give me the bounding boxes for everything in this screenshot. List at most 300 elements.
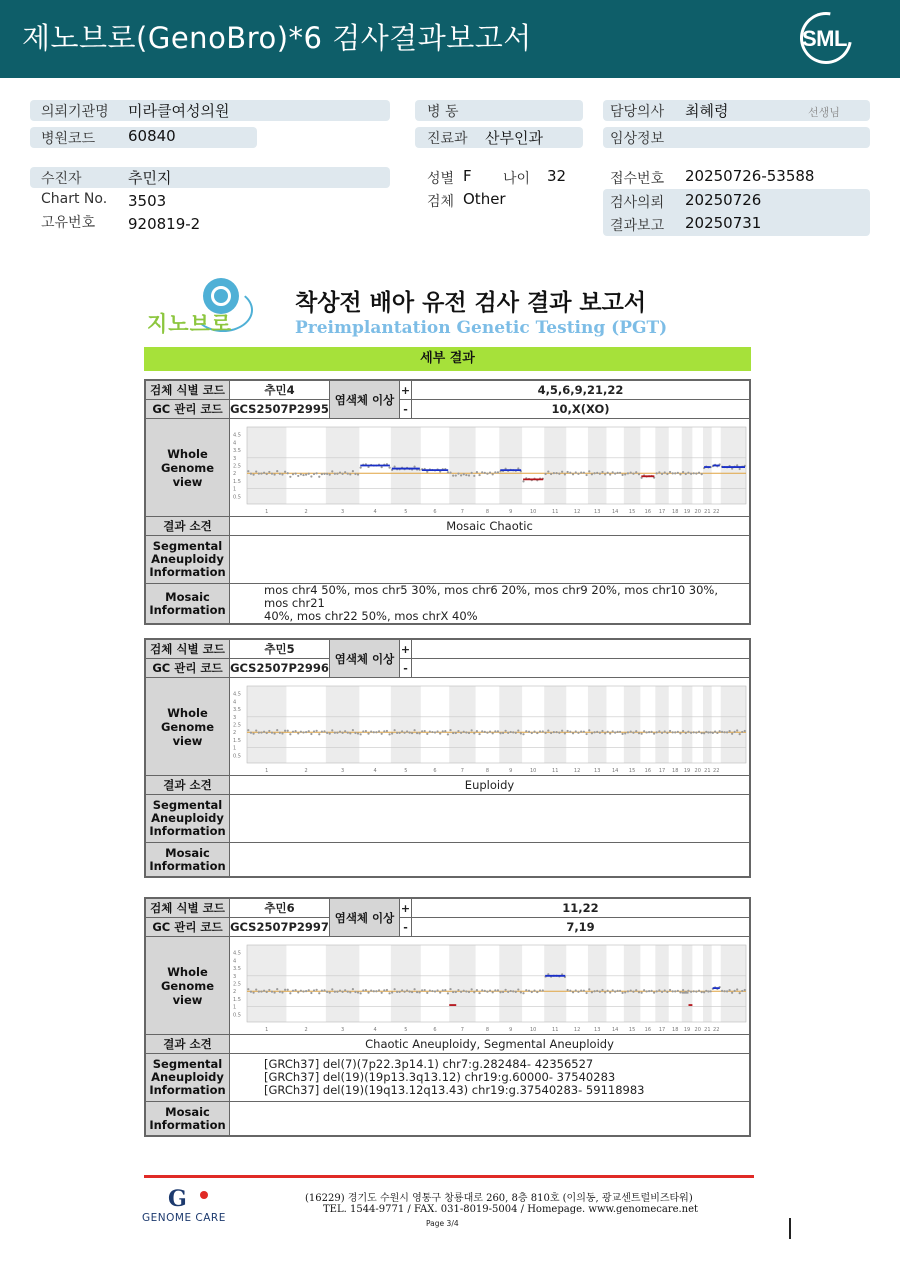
copy-number-point <box>669 988 671 990</box>
x-tick-label: 22 <box>713 1026 720 1033</box>
copy-number-point <box>434 731 436 733</box>
copy-number-point <box>431 989 433 991</box>
copy-number-point <box>426 991 428 993</box>
copy-number-point <box>388 992 390 994</box>
copy-number-point <box>599 731 601 733</box>
copy-number-point <box>528 730 530 732</box>
copy-number-point <box>336 731 338 733</box>
chromosome-band <box>721 686 746 763</box>
genome-care-logo-dot-icon <box>200 1191 208 1199</box>
copy-number-point <box>515 731 517 733</box>
chromosome-band <box>544 686 566 763</box>
copy-number-point <box>679 991 681 993</box>
x-tick-label: 1 <box>265 1026 269 1033</box>
copy-number-point <box>339 471 341 473</box>
copy-number-point <box>572 473 574 475</box>
x-tick-label: 7 <box>460 1026 464 1033</box>
copy-number-point <box>653 991 655 993</box>
copy-number-point <box>310 991 312 993</box>
copy-number-point <box>664 471 666 473</box>
chromosome-band <box>655 427 668 504</box>
x-tick-label: 8 <box>485 508 490 515</box>
copy-number-point <box>455 731 457 733</box>
copy-number-point <box>383 989 385 991</box>
genome-view-label-line: Whole <box>167 964 208 979</box>
copy-number-point <box>250 472 252 474</box>
x-tick-label: 2 <box>304 1026 308 1033</box>
karyotype-label: 염색체 이상 <box>330 640 400 678</box>
copy-number-point <box>656 731 658 733</box>
copy-number-point <box>499 991 501 993</box>
copy-number-point <box>365 988 367 990</box>
segmental-label-line: Segmental <box>152 798 223 812</box>
copy-number-point <box>583 730 585 732</box>
y-tick-label: 1 <box>233 486 237 493</box>
copy-number-point <box>394 465 396 467</box>
copy-number-point <box>289 992 291 994</box>
copy-number-point <box>580 989 582 991</box>
sample-id-label: 검체 식별 코드 <box>146 381 230 400</box>
y-tick-label: 2 <box>233 988 237 995</box>
segmental-label-line: Aneuploidy <box>151 1070 224 1084</box>
genome-chart <box>230 679 751 775</box>
copy-number-point <box>591 473 593 475</box>
copy-number-point <box>295 988 297 990</box>
copy-number-point <box>460 474 462 476</box>
copy-number-point <box>550 472 552 474</box>
copy-number-point <box>321 473 323 475</box>
copy-number-point <box>669 729 671 731</box>
copy-number-point <box>455 990 457 992</box>
copy-number-point <box>336 990 338 992</box>
gc-code-label: GC 관리 코드 <box>146 400 230 419</box>
copy-number-point <box>512 990 514 992</box>
copy-number-point <box>687 989 689 991</box>
gc-code-value: GCS2507P2995 <box>230 400 330 419</box>
hospital-code-value: 60840 <box>128 127 176 145</box>
segmental-info <box>230 795 750 843</box>
copy-number-point <box>601 729 603 731</box>
copy-number-point <box>672 990 674 992</box>
copy-number-point <box>648 989 650 991</box>
copy-number-point <box>698 989 700 991</box>
copy-number-point <box>381 732 383 734</box>
footer-divider <box>144 1175 754 1178</box>
request-date-value: 20250726 <box>685 191 762 209</box>
x-tick-label: 4 <box>373 1026 377 1033</box>
copy-number-point <box>731 991 733 993</box>
copy-number-point <box>621 473 623 475</box>
genome-view-label-line: Whole <box>167 705 208 720</box>
copy-number-point <box>276 729 278 731</box>
report-date-value: 20250731 <box>685 214 762 232</box>
copy-number-point <box>695 990 697 992</box>
copy-number-point <box>273 991 275 993</box>
segmental-label-line: Aneuploidy <box>151 811 224 825</box>
gain-chromosomes <box>412 640 750 659</box>
copy-number-point <box>705 989 707 991</box>
karyotype-label: 염색체 이상 <box>330 381 400 419</box>
copy-number-point <box>558 731 560 733</box>
x-tick-label: 12 <box>573 767 581 774</box>
copy-number-point <box>536 731 538 733</box>
x-tick-label: 2 <box>304 508 308 515</box>
patient-name-value: 추민지 <box>128 169 172 187</box>
sex-value: F <box>463 167 472 185</box>
copy-number-point <box>476 730 478 732</box>
copy-number-point <box>365 729 367 731</box>
segmental-label-line: Information <box>149 1083 226 1097</box>
copy-number-point <box>344 471 346 473</box>
loss-chromosomes: 7,19 <box>412 918 750 937</box>
age-label: 나이 <box>503 171 531 187</box>
chromosome-band <box>544 427 566 504</box>
genome-view-label-line: Genome <box>160 978 215 993</box>
copy-number-point <box>349 732 351 734</box>
x-tick-label: 18 <box>672 767 679 774</box>
copy-number-point <box>292 473 294 475</box>
copy-number-point <box>339 730 341 732</box>
department-label: 진료과 <box>427 131 468 147</box>
copy-number-point <box>698 471 700 473</box>
copy-number-point <box>375 990 377 992</box>
copy-number-point <box>569 730 571 732</box>
doctor-suffix: 선생님 <box>808 106 840 119</box>
copy-number-point <box>347 472 349 474</box>
copy-number-point <box>533 989 535 991</box>
chromosome-band <box>703 427 712 504</box>
copy-number-point <box>406 730 408 732</box>
copy-number-point <box>378 730 380 732</box>
copy-number-point <box>287 729 289 731</box>
copy-number-point <box>396 731 398 733</box>
copy-number-point <box>544 472 546 474</box>
copy-number-point <box>489 989 491 991</box>
copy-number-point <box>729 989 731 991</box>
copy-number-point <box>539 730 541 732</box>
copy-number-point <box>302 990 304 992</box>
copy-number-point <box>539 989 541 991</box>
copy-number-point <box>481 989 483 991</box>
copy-number-point <box>271 472 273 474</box>
segmental-info <box>230 536 750 584</box>
copy-number-point <box>635 471 637 473</box>
copy-number-point <box>734 730 736 732</box>
mosaic-label-line: Mosaic <box>165 589 210 604</box>
copy-number-point <box>588 988 590 990</box>
copy-number-point <box>452 731 454 733</box>
copy-number-point <box>329 732 331 734</box>
chromosome-band <box>247 945 286 1022</box>
copy-number-point <box>289 475 291 477</box>
sample-id-label: 검체 식별 코드 <box>146 899 230 918</box>
copy-number-point <box>591 732 593 734</box>
copy-number-point <box>284 470 286 472</box>
y-tick-label: 4 <box>233 957 237 964</box>
copy-number-point <box>473 732 475 734</box>
copy-number-point <box>627 731 629 733</box>
copy-number-point <box>401 730 403 732</box>
copy-number-point <box>741 989 743 991</box>
copy-number-point <box>492 473 494 475</box>
x-tick-label: 8 <box>485 1026 490 1033</box>
copy-number-point <box>247 470 249 472</box>
copy-number-point <box>300 730 302 732</box>
copy-number-point <box>357 473 359 475</box>
copy-number-point <box>669 470 671 472</box>
copy-number-point <box>344 989 346 991</box>
copy-number-point <box>344 730 346 732</box>
copy-number-point <box>569 471 571 473</box>
copy-number-point <box>614 472 616 474</box>
copy-number-point <box>308 472 310 474</box>
genobro-logo-text <box>147 308 232 338</box>
copy-number-point <box>263 471 265 473</box>
copy-number-point <box>429 730 431 732</box>
copy-number-point <box>494 989 496 991</box>
sample-id-label: 검체 식별 코드 <box>146 640 230 659</box>
y-tick-label: 3 <box>233 455 237 462</box>
report-title-en: Preimplantation Genetic Testing (PGT) <box>295 318 668 338</box>
x-tick-label: 1 <box>265 767 269 774</box>
copy-number-point <box>580 730 582 732</box>
age-value: 32 <box>547 167 567 185</box>
findings-value: Chaotic Aneuploidy, Segmental Aneuploidy <box>230 1035 750 1054</box>
mosaic-label-line: Information <box>149 602 226 617</box>
y-tick-label: 4 <box>233 439 237 446</box>
copy-number-point <box>252 991 254 993</box>
copy-number-point <box>449 987 451 989</box>
copy-number-point <box>609 473 611 475</box>
copy-number-point <box>408 731 410 733</box>
copy-number-point <box>436 730 438 732</box>
mosaic-label <box>146 843 230 877</box>
copy-number-point <box>575 730 577 732</box>
copy-number-point <box>349 473 351 475</box>
copy-number-point <box>619 989 621 991</box>
copy-number-point <box>638 991 640 993</box>
copy-number-point <box>619 730 621 732</box>
y-tick-label: 1.5 <box>233 737 241 744</box>
copy-number-point <box>375 731 377 733</box>
copy-number-point <box>323 989 325 991</box>
y-tick-label: 0.5 <box>233 493 241 500</box>
copy-number-point <box>739 733 741 735</box>
copy-number-point <box>416 991 418 993</box>
genome-view-label <box>146 419 230 517</box>
x-tick-label: 19 <box>683 1026 691 1033</box>
segmental-label <box>146 536 230 584</box>
findings-label: 결과 소견 <box>146 517 230 536</box>
copy-number-point <box>436 989 438 991</box>
x-tick-label: 14 <box>611 508 619 515</box>
copy-number-point <box>258 731 260 733</box>
copy-number-point <box>408 990 410 992</box>
copy-number-point <box>388 733 390 735</box>
chromosome-band <box>391 945 421 1022</box>
copy-number-point <box>442 989 444 991</box>
copy-number-point <box>520 991 522 993</box>
copy-number-point <box>386 729 388 731</box>
segmental-label-line: Segmental <box>152 1057 223 1071</box>
copy-number-point <box>522 480 524 482</box>
copy-number-point <box>334 731 336 733</box>
x-tick-label: 14 <box>611 767 619 774</box>
segmental-label-line: Aneuploidy <box>151 552 224 566</box>
copy-number-point <box>658 730 660 732</box>
x-tick-label: 22 <box>713 508 720 515</box>
copy-number-point <box>381 991 383 993</box>
genome-chart-cell <box>230 937 750 1035</box>
copy-number-point <box>444 730 446 732</box>
copy-number-point <box>601 988 603 990</box>
copy-number-point <box>617 989 619 991</box>
copy-number-point <box>695 472 697 474</box>
copy-number-point <box>300 989 302 991</box>
copy-number-point <box>693 472 695 474</box>
copy-number-point <box>281 991 283 993</box>
copy-number-point <box>471 471 473 473</box>
copy-number-point <box>399 731 401 733</box>
copy-number-point <box>444 989 446 991</box>
copy-number-point <box>547 729 549 731</box>
footer-contact: TEL. 1544-9771 / FAX. 031-8019-5004 / Homepage. www.genomecare.net <box>323 1204 699 1215</box>
chromosome-band <box>326 686 360 763</box>
findings-label: 결과 소견 <box>146 776 230 795</box>
mosaic-label-line: Information <box>149 858 226 873</box>
copy-number-point <box>705 730 707 732</box>
copy-number-point <box>736 464 738 466</box>
copy-number-point <box>596 471 598 473</box>
copy-number-point <box>703 732 705 734</box>
x-tick-label: 13 <box>594 508 601 515</box>
copy-number-point <box>263 730 265 732</box>
copy-number-point <box>481 471 483 473</box>
chromosome-band <box>624 945 641 1022</box>
y-tick-label: 1 <box>233 745 237 752</box>
gain-sign: + <box>400 899 412 918</box>
copy-number-point <box>677 989 679 991</box>
report-title-ko: 착상전 배아 유전 검사 결과 보고서 <box>295 290 647 316</box>
copy-number-point <box>561 470 563 472</box>
copy-number-point <box>354 990 356 992</box>
chromosome-band <box>588 945 607 1022</box>
y-tick-label: 4.5 <box>233 432 241 439</box>
copy-number-point <box>478 991 480 993</box>
copy-number-point <box>263 989 265 991</box>
specimen-value: Other <box>463 190 506 208</box>
copy-number-point <box>650 730 652 732</box>
x-tick-label: 10 <box>529 1026 537 1033</box>
header-bar <box>0 0 900 78</box>
copy-number-point <box>297 474 299 476</box>
copy-number-point <box>591 991 593 993</box>
copy-number-point <box>302 473 304 475</box>
x-tick-label: 15 <box>628 1026 636 1033</box>
copy-number-point <box>674 990 676 992</box>
x-tick-label: 17 <box>658 767 666 774</box>
sample-grid <box>145 639 750 877</box>
specimen-label: 검체 <box>427 194 455 210</box>
copy-number-point <box>468 474 470 476</box>
copy-number-point <box>593 472 595 474</box>
copy-number-point <box>569 989 571 991</box>
copy-number-point <box>284 729 286 731</box>
copy-number-point <box>588 729 590 731</box>
copy-number-point <box>679 473 681 475</box>
copy-number-point <box>489 730 491 732</box>
copy-number-point <box>250 731 252 733</box>
copy-number-point <box>624 991 626 993</box>
copy-number-point <box>271 990 273 992</box>
copy-number-point <box>609 991 611 993</box>
copy-number-point <box>336 472 338 474</box>
copy-number-point <box>507 731 509 733</box>
copy-number-point <box>522 733 524 735</box>
copy-number-point <box>252 732 254 734</box>
copy-number-point <box>362 730 364 732</box>
copy-number-point <box>596 989 598 991</box>
copy-number-point <box>442 730 444 732</box>
copy-number-point <box>707 731 709 733</box>
copy-number-point <box>468 990 470 992</box>
segmental-line: [GRCh37] del(7)(7p22.3p14.1) chr7:g.282484- 42356527 <box>264 1057 594 1071</box>
copy-number-point <box>661 472 663 474</box>
copy-number-point <box>354 472 356 474</box>
receipt-no-label: 접수번호 <box>610 171 665 187</box>
copy-number-point <box>258 472 260 474</box>
genome-view-label-line: Genome <box>160 719 215 734</box>
copy-number-point <box>575 989 577 991</box>
copy-number-point <box>279 472 281 474</box>
y-tick-label: 3.5 <box>233 447 241 454</box>
chromosome-band <box>721 945 746 1022</box>
copy-number-point <box>588 470 590 472</box>
copy-number-point <box>601 470 603 472</box>
copy-number-point <box>544 731 546 733</box>
copy-number-point <box>497 471 499 473</box>
copy-number-point <box>457 729 459 731</box>
copy-number-point <box>329 473 331 475</box>
sample-id-value: 추민5 <box>230 640 330 659</box>
copy-number-point <box>247 988 249 990</box>
copy-number-point <box>653 732 655 734</box>
copy-number-point <box>473 991 475 993</box>
chromosome-band <box>624 427 641 504</box>
copy-number-point <box>638 732 640 734</box>
x-tick-label: 19 <box>683 767 691 774</box>
copy-number-point <box>650 989 652 991</box>
copy-number-point <box>497 989 499 991</box>
copy-number-point <box>695 731 697 733</box>
copy-number-point <box>577 472 579 474</box>
copy-number-point <box>492 732 494 734</box>
copy-number-point <box>273 732 275 734</box>
chromosome-band <box>624 686 641 763</box>
copy-number-point <box>416 732 418 734</box>
copy-number-point <box>331 988 333 990</box>
copy-number-point <box>710 990 712 992</box>
copy-number-point <box>418 732 420 734</box>
x-tick-label: 13 <box>594 1026 601 1033</box>
copy-number-point <box>260 731 262 733</box>
copy-number-point <box>465 731 467 733</box>
copy-number-point <box>641 991 643 993</box>
copy-number-point <box>486 990 488 992</box>
copy-number-point <box>316 729 318 731</box>
copy-number-point <box>567 729 569 731</box>
copy-number-point <box>465 990 467 992</box>
